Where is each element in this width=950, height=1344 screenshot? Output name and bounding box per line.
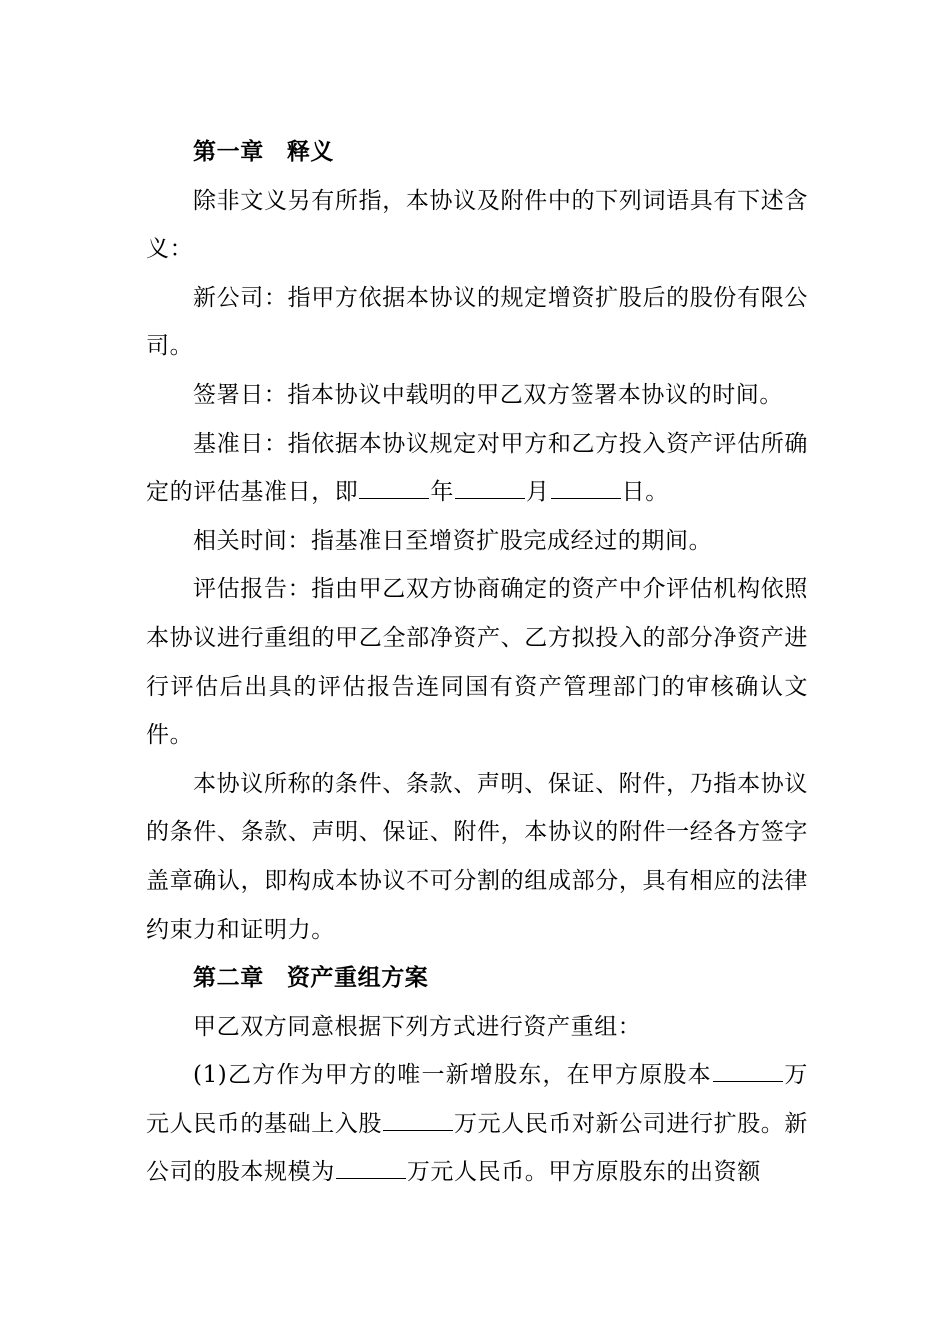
definition-base-date bbox=[146, 420, 808, 517]
base-date-month-label: 月 bbox=[526, 479, 550, 506]
new-capital-blank bbox=[336, 1177, 406, 1179]
original-capital-blank bbox=[713, 1080, 783, 1082]
base-date-year-blank bbox=[359, 497, 429, 499]
definition-new-company: 新公司：指甲方依据本协议的规定增资扩股后的股份有限公司。 bbox=[146, 284, 808, 360]
item-1-part-3: 万元人民币对新公司进行扩股。新公司的股本规模为 bbox=[146, 1110, 808, 1186]
item-1-part-4: 万元人民币。甲方原股东的出资额 bbox=[406, 1159, 761, 1186]
intro-paragraph: 除非文义另有所指，本协议及附件中的下列词语具有下述含义： bbox=[146, 187, 808, 263]
plan-intro-paragraph: 甲乙双方同意根据下列方式进行资产重组： bbox=[193, 1013, 642, 1040]
definition-evaluation-report: 评估报告：指由甲乙双方协商确定的资产中介评估机构依照本协议进行重组的甲乙全部净资产、乙方拟投入的部分净资产进行评估后出具的评估报告连同国有资产管理部门的审核确认文件。 bbox=[146, 576, 808, 749]
chapter-1-title: 释义 bbox=[286, 138, 335, 165]
chapter-1-heading bbox=[146, 128, 808, 177]
base-date-day-blank bbox=[551, 497, 621, 499]
base-date-day-label: 日。 bbox=[621, 479, 669, 506]
base-date-year-label: 年 bbox=[430, 479, 455, 506]
chapter-2-title: 资产重组方案 bbox=[286, 964, 429, 992]
plan-item-1 bbox=[146, 1051, 808, 1197]
base-date-text: 基准日：指依据本协议规定对甲方和乙方投入资产评估所确定的评估基准日，即 bbox=[146, 430, 808, 506]
definition-signing-date: 签署日：指本协议中载明的甲乙双方签署本协议的时间。 bbox=[193, 381, 783, 408]
definition-terms: 本协议所称的条件、条款、声明、保证、附件，乃指本协议的条件、条款、声明、保证、附件，本协议的附件一经各方签字盖章确认，即构成本协议不可分割的组成部分，具有相应的法律约束力和证明力。 bbox=[146, 770, 808, 943]
base-date-month-blank bbox=[455, 497, 525, 499]
investment-amount-blank bbox=[383, 1129, 453, 1131]
chapter-2-heading bbox=[146, 954, 808, 1003]
definition-related-time: 相关时间：指基准日至增资扩股完成经过的期间。 bbox=[193, 527, 713, 554]
item-1-part-2: 万元人民币的基础上入股 bbox=[146, 1062, 808, 1137]
document-body bbox=[146, 128, 808, 1197]
chapter-1-number: 第一章 bbox=[193, 138, 264, 165]
item-1-part-1: (1)乙方作为甲方的唯一新增股东，在甲方原股本 bbox=[193, 1062, 712, 1089]
chapter-2-number: 第二章 bbox=[193, 964, 264, 992]
